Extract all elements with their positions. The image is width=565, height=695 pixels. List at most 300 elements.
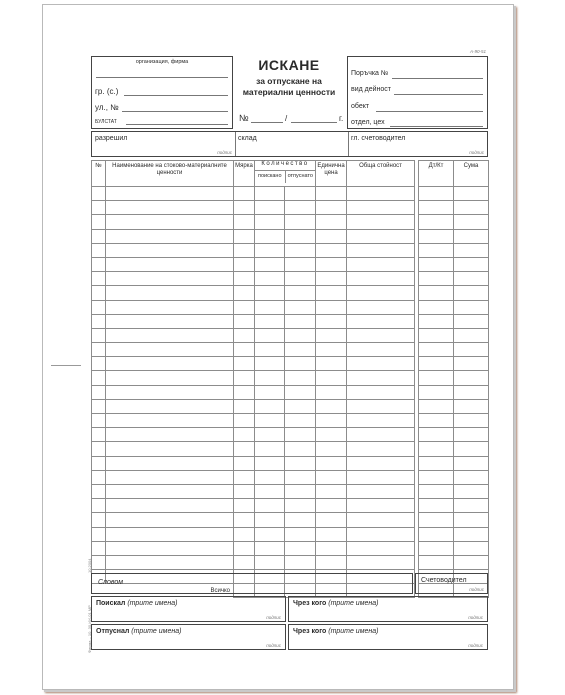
table-cell[interactable] [106, 428, 234, 442]
table-cell[interactable] [419, 328, 454, 342]
table-cell[interactable] [255, 499, 285, 513]
table-cell[interactable] [347, 470, 415, 484]
table-cell[interactable] [285, 243, 316, 257]
table-cell[interactable] [316, 257, 347, 271]
table-cell[interactable] [285, 442, 316, 456]
table-cell[interactable] [234, 527, 255, 541]
table-cell[interactable] [255, 229, 285, 243]
table-cell[interactable] [454, 257, 489, 271]
table-cell[interactable] [92, 428, 106, 442]
table-cell[interactable] [454, 328, 489, 342]
bulstat-line[interactable] [126, 124, 228, 125]
table-cell[interactable] [316, 314, 347, 328]
form-sheet [42, 4, 514, 690]
number-sep: / [285, 114, 288, 123]
table-cell[interactable] [92, 257, 106, 271]
table-cell[interactable] [92, 399, 106, 413]
table-cell[interactable] [255, 187, 285, 201]
table-cell[interactable] [106, 187, 234, 201]
table-row [92, 541, 489, 555]
city-line[interactable] [124, 95, 228, 96]
table-cell[interactable] [316, 414, 347, 428]
table-cell[interactable] [285, 456, 316, 470]
table-cell[interactable] [316, 328, 347, 342]
table-cell[interactable] [454, 357, 489, 371]
table-cell[interactable] [92, 300, 106, 314]
table-cell[interactable] [92, 484, 106, 498]
table-cell[interactable] [285, 257, 316, 271]
table-cell[interactable] [106, 243, 234, 257]
table-row [92, 442, 489, 456]
object-label: обект [351, 103, 370, 110]
table-cell[interactable] [347, 555, 415, 569]
col-header-num: № [92, 161, 106, 187]
table-cell[interactable] [92, 385, 106, 399]
table-cell[interactable] [454, 513, 489, 527]
table-cell[interactable] [92, 555, 106, 569]
table-cell[interactable] [92, 215, 106, 229]
through-whom-field-2[interactable] [288, 624, 488, 650]
table-cell[interactable] [347, 484, 415, 498]
table-cell[interactable] [419, 442, 454, 456]
table-cell[interactable] [106, 541, 234, 555]
table-cell[interactable] [316, 201, 347, 215]
table-cell[interactable] [285, 229, 316, 243]
table-cell[interactable] [106, 300, 234, 314]
table-cell[interactable] [255, 484, 285, 498]
table-cell[interactable] [106, 257, 234, 271]
table-cell[interactable] [92, 499, 106, 513]
through-whom-label-2: Чрез кого [293, 628, 327, 635]
table-cell[interactable] [92, 414, 106, 428]
table-cell[interactable] [347, 399, 415, 413]
table-cell[interactable] [419, 187, 454, 201]
table-cell[interactable] [234, 428, 255, 442]
table-cell[interactable] [419, 201, 454, 215]
table-cell[interactable] [285, 187, 316, 201]
table-cell[interactable] [285, 470, 316, 484]
table-cell[interactable] [347, 527, 415, 541]
table-cell[interactable] [234, 257, 255, 271]
table-cell[interactable] [347, 328, 415, 342]
table-cell[interactable] [347, 243, 415, 257]
released-by-caption [96, 628, 181, 635]
table-cell[interactable] [347, 414, 415, 428]
table-cell[interactable] [106, 357, 234, 371]
table-cell[interactable] [92, 541, 106, 555]
table-cell[interactable] [106, 385, 234, 399]
table-cell[interactable] [419, 499, 454, 513]
table-cell[interactable] [92, 357, 106, 371]
table-cell[interactable] [419, 456, 454, 470]
table-cell[interactable] [285, 499, 316, 513]
table-cell[interactable] [285, 357, 316, 371]
table-cell[interactable] [234, 442, 255, 456]
table-cell[interactable] [419, 257, 454, 271]
table-cell[interactable] [347, 300, 415, 314]
table-cell[interactable] [454, 428, 489, 442]
table-cell[interactable] [234, 470, 255, 484]
table-cell[interactable] [454, 243, 489, 257]
table-cell[interactable] [92, 527, 106, 541]
table-cell[interactable] [106, 286, 234, 300]
table-cell[interactable] [285, 513, 316, 527]
table-cell[interactable] [454, 541, 489, 555]
form-subtitle-2: материални ценности [242, 87, 336, 97]
table-cell[interactable] [454, 215, 489, 229]
table-cell[interactable] [234, 371, 255, 385]
table-cell[interactable] [255, 371, 285, 385]
table-row [92, 399, 489, 413]
table-cell[interactable] [92, 272, 106, 286]
table-cell[interactable] [92, 371, 106, 385]
table-cell[interactable] [255, 243, 285, 257]
table-cell[interactable] [285, 371, 316, 385]
table-cell[interactable] [234, 385, 255, 399]
table-cell[interactable] [234, 201, 255, 215]
table-cell[interactable] [106, 314, 234, 328]
table-cell[interactable] [106, 555, 234, 569]
table-cell[interactable] [316, 399, 347, 413]
table-cell[interactable] [234, 215, 255, 229]
table-cell[interactable] [255, 399, 285, 413]
table-cell[interactable] [316, 513, 347, 527]
table-cell[interactable] [347, 385, 415, 399]
table-cell[interactable] [285, 527, 316, 541]
number-line[interactable] [251, 122, 283, 123]
table-row [92, 470, 489, 484]
chief-accountant-signature: подпис [469, 150, 484, 155]
table-cell[interactable] [106, 527, 234, 541]
col-header-quantity-label: Количество [255, 161, 315, 171]
through-whom-hint-2: (трите имена) [328, 628, 379, 635]
table-cell[interactable] [316, 527, 347, 541]
table-cell[interactable] [347, 541, 415, 555]
table-cell[interactable] [454, 499, 489, 513]
table-cell[interactable] [234, 484, 255, 498]
table-cell[interactable] [454, 300, 489, 314]
table-cell[interactable] [234, 286, 255, 300]
table-cell[interactable] [347, 314, 415, 328]
table-cell[interactable] [234, 243, 255, 257]
table-cell[interactable] [316, 343, 347, 357]
table-cell[interactable] [255, 257, 285, 271]
table-cell[interactable] [106, 456, 234, 470]
chief-accountant-cell[interactable] [348, 132, 487, 156]
table-cell[interactable] [92, 343, 106, 357]
table-cell[interactable] [454, 399, 489, 413]
table-cell[interactable] [454, 187, 489, 201]
table-cell[interactable] [255, 314, 285, 328]
table-row [92, 527, 489, 541]
table-cell[interactable] [255, 513, 285, 527]
table-cell[interactable] [454, 229, 489, 243]
table-cell[interactable] [316, 442, 347, 456]
table-cell[interactable] [92, 187, 106, 201]
table-cell[interactable] [106, 499, 234, 513]
table-cell[interactable] [316, 555, 347, 569]
table-cell[interactable] [347, 357, 415, 371]
table-cell[interactable] [234, 343, 255, 357]
table-cell[interactable] [454, 470, 489, 484]
table-cell[interactable] [285, 399, 316, 413]
table-cell[interactable] [454, 272, 489, 286]
table-cell[interactable] [234, 314, 255, 328]
dept-label: отдел, цех [351, 119, 385, 126]
table-cell[interactable] [285, 201, 316, 215]
table-cell[interactable] [347, 371, 415, 385]
table-cell[interactable] [454, 456, 489, 470]
table-cell[interactable] [234, 456, 255, 470]
table-cell[interactable] [316, 470, 347, 484]
col-header-released: отпуснато [287, 173, 313, 179]
table-cell[interactable] [316, 456, 347, 470]
table-cell[interactable] [255, 328, 285, 342]
table-cell[interactable] [285, 286, 316, 300]
released-by-field[interactable] [91, 624, 286, 650]
table-cell[interactable] [255, 300, 285, 314]
table-cell[interactable] [419, 215, 454, 229]
table-cell[interactable] [316, 371, 347, 385]
through-whom-field-1[interactable] [288, 596, 488, 622]
table-row [92, 357, 489, 371]
table-cell[interactable] [255, 414, 285, 428]
table-cell[interactable] [234, 555, 255, 569]
table-cell[interactable] [454, 385, 489, 399]
table-cell[interactable] [106, 215, 234, 229]
table-cell[interactable] [316, 229, 347, 243]
table-cell[interactable] [347, 513, 415, 527]
object-line[interactable] [376, 111, 483, 112]
table-cell[interactable] [285, 328, 316, 342]
table-cell[interactable] [255, 385, 285, 399]
table-cell[interactable] [255, 286, 285, 300]
form-title: ИСКАНЕ [258, 57, 320, 73]
col-header-name-line1: Наименование на стоково-материалните [112, 163, 227, 169]
approved-label: разрешил [95, 135, 128, 142]
table-cell[interactable] [255, 343, 285, 357]
margin-text-top: 10.2004 [87, 558, 92, 573]
table-cell[interactable] [419, 428, 454, 442]
table-row [92, 555, 489, 569]
table-cell[interactable] [106, 272, 234, 286]
table-cell[interactable] [419, 414, 454, 428]
col-header-unit-price [316, 161, 347, 187]
released-by-label: Отпуснал [96, 628, 130, 635]
table-cell[interactable] [316, 187, 347, 201]
table-cell[interactable] [347, 456, 415, 470]
table-cell[interactable] [285, 272, 316, 286]
table-cell[interactable] [92, 328, 106, 342]
table-cell[interactable] [347, 428, 415, 442]
table-cell[interactable] [285, 300, 316, 314]
table-cell[interactable] [92, 513, 106, 527]
table-cell[interactable] [316, 300, 347, 314]
street-label: ул., № [95, 103, 119, 112]
warehouse-cell[interactable] [235, 132, 349, 156]
org-line[interactable] [96, 77, 228, 78]
table-cell[interactable] [285, 428, 316, 442]
table-cell[interactable] [285, 555, 316, 569]
table-cell[interactable] [454, 555, 489, 569]
dept-line[interactable] [390, 126, 483, 127]
table-cell[interactable] [419, 371, 454, 385]
table-cell[interactable] [419, 555, 454, 569]
table-cell[interactable] [419, 229, 454, 243]
table-cell[interactable] [255, 428, 285, 442]
table-cell[interactable] [255, 456, 285, 470]
table-cell[interactable] [234, 229, 255, 243]
table-cell[interactable] [285, 414, 316, 428]
order-line[interactable] [392, 78, 483, 79]
table-cell[interactable] [419, 243, 454, 257]
form-code: A-90-51 [470, 49, 487, 54]
table-cell[interactable] [92, 286, 106, 300]
year-line[interactable] [291, 122, 337, 123]
table-cell[interactable] [285, 343, 316, 357]
requested-by-field[interactable] [91, 596, 286, 622]
table-cell[interactable] [419, 300, 454, 314]
table-cell[interactable] [454, 442, 489, 456]
table-cell[interactable] [255, 272, 285, 286]
table-cell[interactable] [234, 300, 255, 314]
table-cell[interactable] [234, 541, 255, 555]
table-cell[interactable] [92, 201, 106, 215]
table-row [92, 229, 489, 243]
table-cell[interactable] [419, 314, 454, 328]
table-cell[interactable] [255, 442, 285, 456]
in-words-field[interactable] [91, 573, 413, 594]
table-cell[interactable] [234, 414, 255, 428]
table-cell[interactable] [347, 187, 415, 201]
table-cell[interactable] [234, 187, 255, 201]
table-cell[interactable] [234, 328, 255, 342]
table-cell[interactable] [347, 229, 415, 243]
table-cell[interactable] [106, 229, 234, 243]
activity-label: вид дейност [351, 86, 392, 93]
col-header-quantity [255, 161, 316, 187]
released-by-hint: (трите имена) [131, 628, 182, 635]
table-cell[interactable] [419, 541, 454, 555]
table-cell[interactable] [285, 385, 316, 399]
table-cell[interactable] [316, 272, 347, 286]
table-cell[interactable] [106, 399, 234, 413]
table-cell[interactable] [92, 442, 106, 456]
table-cell[interactable] [316, 243, 347, 257]
table-cell[interactable] [419, 272, 454, 286]
table-cell[interactable] [419, 513, 454, 527]
col-header-total-value: Обща стойност [347, 161, 415, 187]
table-cell[interactable] [255, 527, 285, 541]
table-cell[interactable] [92, 314, 106, 328]
table-cell[interactable] [92, 470, 106, 484]
accountant-field[interactable] [415, 573, 488, 594]
street-line[interactable] [122, 111, 228, 112]
table-cell[interactable] [106, 371, 234, 385]
table-cell[interactable] [347, 201, 415, 215]
table-cell[interactable] [419, 484, 454, 498]
table-cell[interactable] [106, 442, 234, 456]
table-cell[interactable] [285, 215, 316, 229]
table-cell[interactable] [347, 286, 415, 300]
table-cell[interactable] [347, 272, 415, 286]
table-cell[interactable] [316, 286, 347, 300]
table-cell[interactable] [419, 286, 454, 300]
table-cell[interactable] [285, 484, 316, 498]
table-cell[interactable] [285, 541, 316, 555]
table-cell[interactable] [419, 527, 454, 541]
table-cell[interactable] [419, 470, 454, 484]
table-cell[interactable] [419, 357, 454, 371]
table-cell[interactable] [106, 513, 234, 527]
table-cell[interactable] [234, 357, 255, 371]
table-cell[interactable] [454, 527, 489, 541]
table-cell[interactable] [454, 201, 489, 215]
table-cell[interactable] [255, 541, 285, 555]
table-cell[interactable] [92, 243, 106, 257]
table-cell[interactable] [419, 385, 454, 399]
table-cell[interactable] [347, 215, 415, 229]
table-cell[interactable] [316, 484, 347, 498]
table-cell[interactable] [106, 328, 234, 342]
table-row [92, 414, 489, 428]
col-header-unit-price-line1: Единична [317, 163, 345, 169]
table-cell[interactable] [106, 470, 234, 484]
table-cell[interactable] [255, 555, 285, 569]
table-cell[interactable] [454, 286, 489, 300]
table-cell[interactable] [106, 343, 234, 357]
table-cell[interactable] [316, 215, 347, 229]
table-cell[interactable] [454, 343, 489, 357]
table-row [92, 371, 489, 385]
table-cell[interactable] [234, 399, 255, 413]
table-cell[interactable] [347, 442, 415, 456]
table-cell[interactable] [316, 428, 347, 442]
table-cell[interactable] [347, 343, 415, 357]
table-cell[interactable] [454, 371, 489, 385]
approved-cell[interactable] [92, 132, 236, 156]
table-cell[interactable] [234, 513, 255, 527]
table-cell[interactable] [316, 385, 347, 399]
table-cell[interactable] [285, 314, 316, 328]
table-cell[interactable] [347, 499, 415, 513]
table-cell[interactable] [454, 484, 489, 498]
table-cell[interactable] [234, 272, 255, 286]
table-cell[interactable] [419, 399, 454, 413]
table-cell[interactable] [255, 215, 285, 229]
table-cell[interactable] [234, 499, 255, 513]
table-cell[interactable] [347, 257, 415, 271]
table-cell[interactable] [106, 201, 234, 215]
table-cell[interactable] [106, 484, 234, 498]
table-cell[interactable] [255, 357, 285, 371]
through-whom-label-1: Чрез кого [293, 600, 327, 607]
table-cell[interactable] [316, 541, 347, 555]
activity-line[interactable] [394, 94, 483, 95]
table-cell[interactable] [316, 499, 347, 513]
table-cell[interactable] [454, 414, 489, 428]
through-whom-caption-1 [293, 600, 378, 607]
table-cell[interactable] [255, 201, 285, 215]
table-cell[interactable] [92, 229, 106, 243]
table-cell[interactable] [255, 470, 285, 484]
table-cell[interactable] [106, 414, 234, 428]
table-cell[interactable] [92, 456, 106, 470]
through-whom-caption-2 [293, 628, 378, 635]
table-cell[interactable] [419, 343, 454, 357]
table-cell[interactable] [316, 357, 347, 371]
table-cell[interactable] [454, 314, 489, 328]
